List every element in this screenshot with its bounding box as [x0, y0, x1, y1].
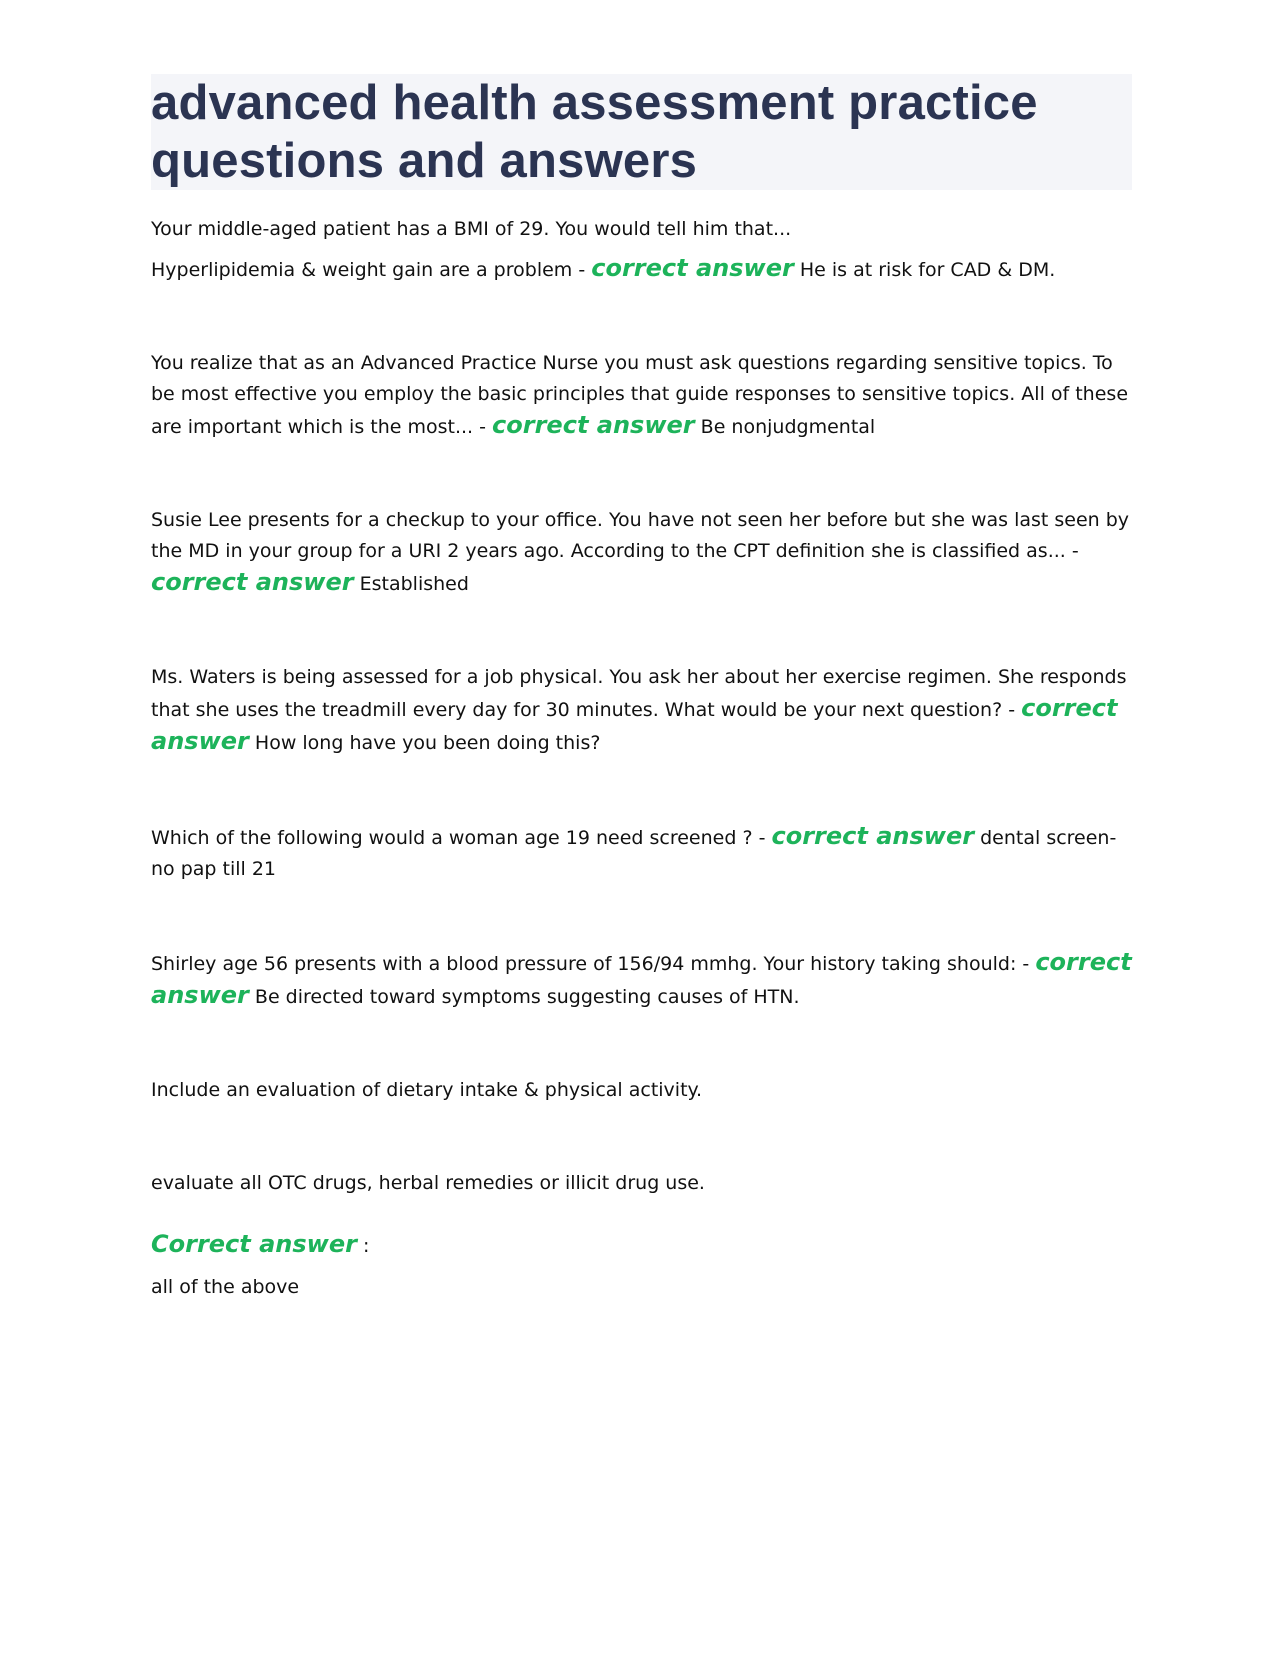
- answer-text: How long have you been doing this?: [254, 732, 601, 754]
- final-answer-text: all of the above: [151, 1276, 300, 1298]
- correct-answer-label: correct answer: [591, 254, 794, 282]
- qa-item: [151, 348, 1132, 443]
- correct-answer-label: correct answer: [151, 948, 1132, 1009]
- title-banner: [151, 74, 1132, 190]
- separator: -: [1002, 699, 1022, 721]
- answer-text: dental screen- no pap till 21: [151, 827, 1117, 880]
- document-page: [151, 74, 1132, 1303]
- final-answer-heading: [151, 1229, 1132, 1262]
- option-text: evaluate all OTC drugs, herbal remedies or illicit drug use.: [151, 1172, 705, 1194]
- correct-answer-label: correct answer: [151, 568, 354, 596]
- answer-text: He is at risk for CAD & DM.: [799, 259, 1056, 281]
- question-text: Hyperlipidemia & weight gain are a problem: [151, 259, 573, 281]
- question-text: Ms. Waters is being assessed for a job physical. You ask her about her exercise regimen. She responds that she uses the treadmill every day for 30 minutes. What would be your next question?: [151, 666, 1127, 721]
- qa-item: [151, 253, 1132, 286]
- correct-answer-label: Correct answer: [151, 1230, 357, 1258]
- correct-answer-label: correct answer: [492, 411, 695, 439]
- page-title: advanced health assessment practice questions and answers: [151, 76, 1038, 188]
- separator: -: [473, 416, 493, 438]
- correct-answer-label: correct answer: [151, 694, 1118, 755]
- question-text: Your middle-aged patient has a BMI of 29. You would tell him that...: [151, 218, 792, 240]
- qa-item: [151, 947, 1132, 1013]
- separator: -: [1016, 953, 1036, 975]
- qa-item: [151, 505, 1132, 600]
- separator: -: [572, 259, 592, 281]
- separator: -: [752, 827, 772, 849]
- colon: :: [356, 1235, 370, 1257]
- question-text: Which of the following would a woman age 19 need screened ?: [151, 827, 753, 849]
- correct-answer-label: correct answer: [771, 822, 975, 850]
- answer-text: Be directed toward symptoms suggesting causes of HTN.: [254, 986, 800, 1008]
- qa-item: [151, 662, 1132, 759]
- answer-text: Established: [359, 573, 469, 595]
- qa-item: [151, 821, 1132, 885]
- question-text: Susie Lee presents for a checkup to your office. You have not seen her before but she was last seen by the MD in your group for a URI 2 years ago. According to the CPT definition she is classified as...: [151, 509, 1130, 562]
- option-text: Include an evaluation of dietary intake & physical activity.: [151, 1079, 703, 1101]
- separator: -: [1065, 540, 1079, 562]
- answer-text: Be nonjudgmental: [700, 416, 876, 438]
- question-text: Shirley age 56 presents with a blood pressure of 156/94 mmhg. Your history taking should:: [151, 953, 1017, 975]
- question-text: You realize that as an Advanced Practice Nurse you must ask questions regarding sensitive topics. To be most effective you employ the basic principles that guide responses to sensitive topics. All of these are important which is the most...: [151, 352, 1129, 438]
